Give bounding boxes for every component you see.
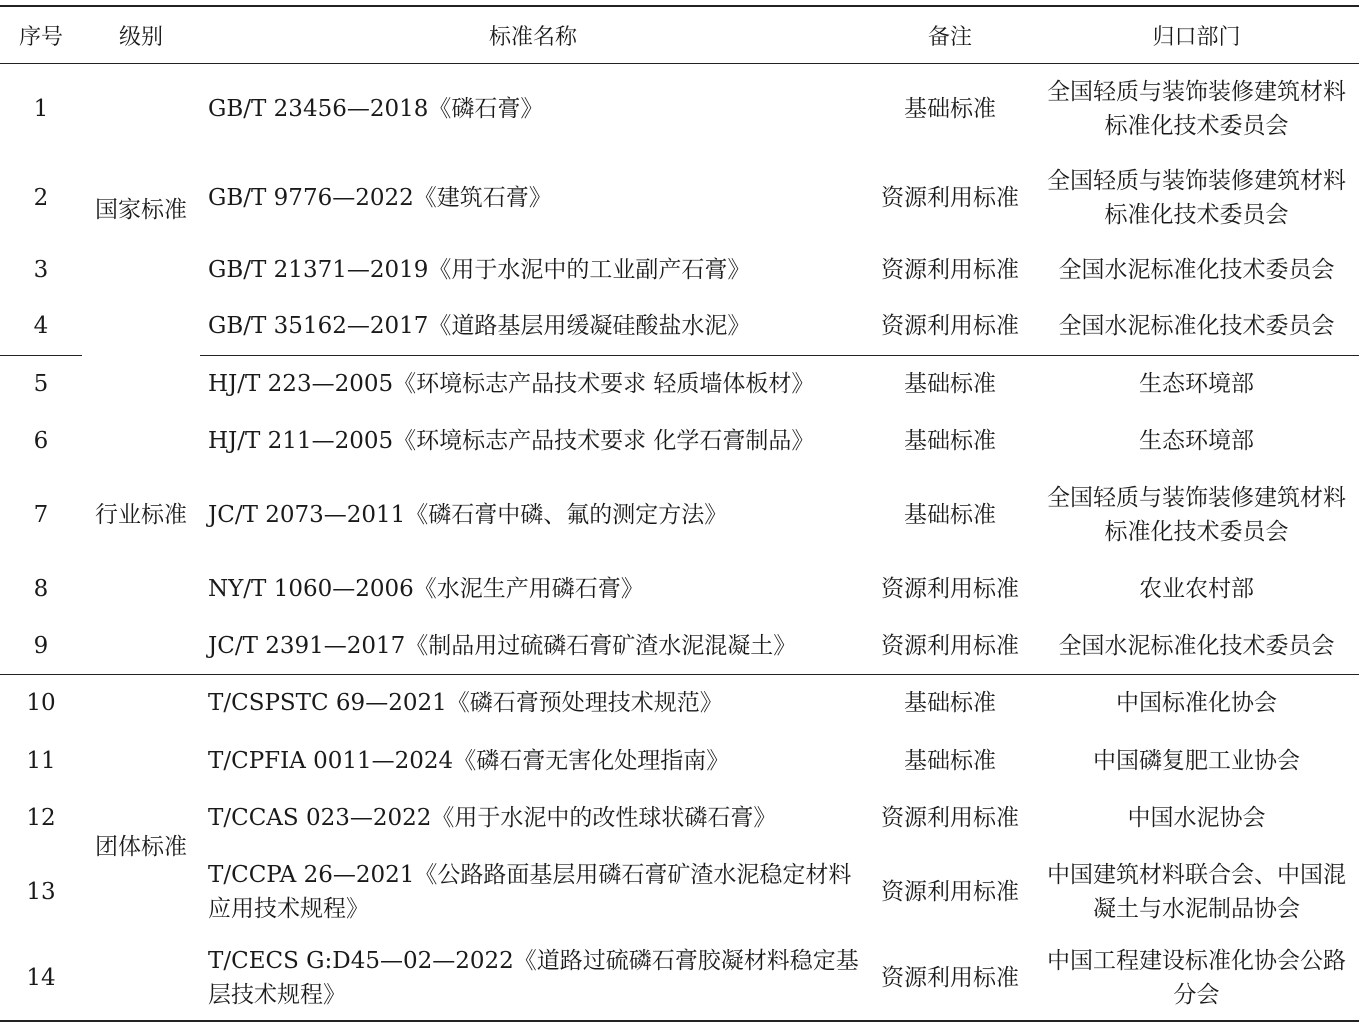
- row-dept: 中国水泥协会: [1127, 805, 1266, 831]
- row-dept: 全国轻质与装饰装修建筑材料标准化技术委员会: [1047, 78, 1346, 139]
- row-name: T/CSPSTC 69—2021《磷石膏预处理技术规范》: [208, 690, 723, 717]
- row-no: 4: [0, 298, 82, 356]
- table-header: [0, 6, 1359, 64]
- header-level: 级别: [82, 6, 200, 64]
- table-row: [0, 154, 1359, 242]
- row-dept: 全国轻质与装饰装修建筑材料标准化技术委员会: [1047, 167, 1346, 228]
- row-name: HJ/T 223—2005《环境标志产品技术要求 轻质墙体板材》: [208, 371, 815, 398]
- table-row: [0, 64, 1359, 154]
- row-note: 资源利用标准: [866, 618, 1034, 675]
- row-dept: 全国轻质与装饰装修建筑材料标准化技术委员会: [1047, 484, 1346, 545]
- row-no: 2: [33, 184, 49, 211]
- level-industry: 行业标准: [82, 356, 200, 675]
- row-no: 6: [33, 428, 49, 454]
- row-no: 1: [33, 95, 49, 122]
- row-no: 10: [26, 690, 56, 717]
- row-name: JC/T 2073—2011《磷石膏中磷、氟的测定方法》: [208, 501, 728, 528]
- row-name: HJ/T 211—2005《环境标志产品技术要求 化学石膏制品》: [208, 428, 815, 454]
- row-name: NY/T 1060—2006《水泥生产用磷石膏》: [208, 575, 644, 602]
- header-no: 序号: [0, 6, 82, 64]
- row-name: GB/T 23456—2018《磷石膏》: [208, 95, 544, 122]
- row-no: 11: [26, 747, 56, 774]
- row-note: 基础标准: [904, 747, 996, 774]
- header-name: 标准名称: [200, 6, 866, 64]
- level-national: 国家标准: [95, 196, 187, 223]
- table-row: [0, 298, 1359, 356]
- row-no: 9: [0, 618, 82, 675]
- row-no: 7: [33, 501, 49, 528]
- row-name: T/CPFIA 0011—2024《磷石膏无害化处理指南》: [208, 747, 730, 774]
- row-note: 资源利用标准: [881, 184, 1019, 211]
- table-row: [0, 790, 1359, 847]
- row-name: JC/T 2391—2017《制品用过硫磷石膏矿渣水泥混凝土》: [200, 618, 866, 675]
- level-group: 团体标准: [82, 675, 200, 1021]
- table-row: [0, 675, 1359, 732]
- header-row: [0, 6, 1359, 64]
- table-row: [0, 242, 1359, 298]
- row-name: T/CCPA 26—2021《公路路面基层用磷石膏矿渣水泥稳定材料应用技术规程》: [208, 861, 852, 922]
- row-note: 资源利用标准: [881, 575, 1019, 602]
- row-no: 14: [0, 937, 82, 1021]
- row-dept: 生态环境部: [1139, 371, 1254, 398]
- row-dept: 全国水泥标准化技术委员会: [1034, 298, 1359, 356]
- row-dept: 全国水泥标准化技术委员会: [1058, 256, 1335, 283]
- row-no: 8: [33, 575, 49, 602]
- row-no: 12: [26, 805, 56, 831]
- header-note: 备注: [866, 6, 1034, 64]
- row-no: 3: [33, 256, 49, 283]
- table-row: [0, 847, 1359, 937]
- row-dept: 全国水泥标准化技术委员会: [1034, 618, 1359, 675]
- standards-table: [0, 5, 1359, 1022]
- table-row: [0, 732, 1359, 790]
- table-row: [0, 356, 1359, 413]
- row-note: 资源利用标准: [866, 298, 1034, 356]
- row-note: 基础标准: [904, 501, 996, 528]
- row-note: 基础标准: [904, 95, 996, 122]
- row-dept: 中国磷复肥工业协会: [1093, 747, 1300, 774]
- table-body: [0, 64, 1359, 1021]
- row-note: 基础标准: [904, 371, 996, 398]
- row-note: 资源利用标准: [881, 256, 1019, 283]
- table-row: [0, 560, 1359, 618]
- row-dept: 生态环境部: [1139, 428, 1254, 454]
- table-row: [0, 618, 1359, 675]
- header-dept: 归口部门: [1034, 6, 1359, 64]
- row-dept: 中国工程建设标准化协会公路分会: [1034, 937, 1359, 1021]
- row-no: 5: [33, 371, 49, 398]
- row-dept: 中国建筑材料联合会、中国混凝土与水泥制品协会: [1047, 861, 1346, 922]
- row-name: T/CCAS 023—2022《用于水泥中的改性球状磷石膏》: [208, 805, 777, 831]
- table-row: [0, 937, 1359, 1021]
- row-name: GB/T 35162—2017《道路基层用缓凝硅酸盐水泥》: [200, 298, 866, 356]
- row-no: 13: [26, 878, 56, 905]
- row-note: 基础标准: [904, 428, 996, 454]
- row-dept: 中国标准化协会: [1116, 690, 1277, 717]
- row-note: 资源利用标准: [866, 937, 1034, 1021]
- row-name: GB/T 9776—2022《建筑石膏》: [208, 184, 552, 211]
- row-name: GB/T 21371—2019《用于水泥中的工业副产石膏》: [208, 256, 751, 283]
- row-note: 资源利用标准: [881, 878, 1019, 905]
- row-note: 基础标准: [904, 690, 996, 717]
- row-dept: 农业农村部: [1139, 575, 1254, 602]
- table-row: [0, 470, 1359, 560]
- row-name: T/CECS G:D45—02—2022《道路过硫磷石膏胶凝材料稳定基层技术规程》: [200, 937, 866, 1021]
- table-row: [0, 413, 1359, 470]
- row-note: 资源利用标准: [881, 805, 1019, 831]
